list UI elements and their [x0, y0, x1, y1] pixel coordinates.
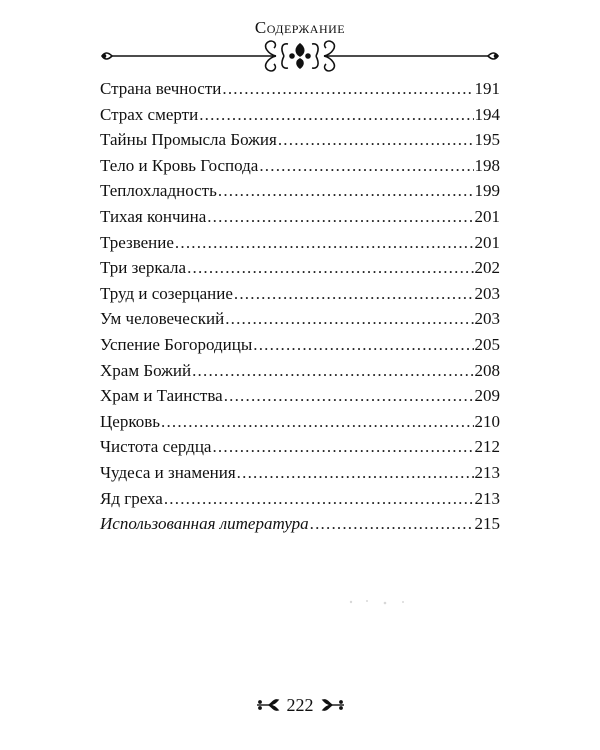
toc-entry	[100, 102, 500, 128]
toc-entry	[100, 76, 500, 102]
dot-leader	[310, 511, 474, 537]
toc-entry-title: Тихая кончина	[100, 206, 207, 226]
toc-entry-page: 202	[474, 258, 500, 278]
toc-entry-page: 213	[474, 488, 500, 508]
toc-entry	[100, 230, 500, 256]
toc-entry	[100, 511, 500, 537]
dot-leader	[212, 434, 473, 460]
floral-flourish-icon	[255, 697, 281, 713]
toc-entry	[100, 306, 500, 332]
toc-entry-title: Страх смерти	[100, 104, 199, 124]
toc-entry-page: 203	[474, 283, 500, 303]
floral-divider-icon	[98, 40, 502, 72]
toc-entry-title: Чудеса и знамения	[100, 462, 236, 482]
dot-leader	[164, 486, 474, 512]
dot-leader	[253, 332, 473, 358]
toc-entry-page: 201	[474, 206, 500, 226]
dot-leader	[222, 76, 473, 102]
toc-entry-page: 213	[474, 462, 500, 482]
dot-leader	[192, 358, 473, 384]
toc-entry-title: Церковь	[100, 411, 160, 431]
dot-leader	[259, 153, 473, 179]
toc-entry-page: 199	[474, 181, 500, 201]
toc-entry-page: 215	[474, 514, 500, 534]
dot-leader	[278, 127, 474, 153]
toc-entry-title: Тайны Промысла Божия	[100, 130, 277, 150]
table-of-contents	[100, 76, 500, 537]
toc-entry-title: Страна вечности	[100, 79, 222, 98]
dot-leader	[207, 204, 473, 230]
toc-entry-title: Использованная литература	[100, 514, 309, 534]
page-header-title: Содержание	[254, 18, 346, 37]
toc-entry-page: 195	[474, 130, 500, 150]
page-footer	[0, 690, 600, 720]
toc-entry	[100, 153, 500, 179]
dot-leader	[187, 255, 473, 281]
toc-entry-page: 201	[474, 232, 500, 252]
dot-leader	[218, 178, 474, 204]
toc-entry-page: 203	[474, 309, 500, 329]
toc-entry-title: Теплохладность	[100, 181, 217, 201]
toc-entry	[100, 281, 500, 307]
dot-leader	[175, 230, 474, 256]
toc-entry	[100, 383, 500, 409]
toc-entry-page: 205	[474, 334, 500, 354]
dot-leader	[225, 306, 473, 332]
toc-entry	[100, 486, 500, 512]
toc-entry-title: Яд греха	[100, 488, 163, 508]
toc-entry	[100, 434, 500, 460]
toc-entry-page: 208	[474, 360, 500, 380]
toc-entry	[100, 409, 500, 435]
toc-entry	[100, 204, 500, 230]
dot-leader	[237, 460, 474, 486]
toc-entry-title: Чистота сердца	[100, 437, 212, 457]
toc-entry-page: 191	[474, 79, 500, 98]
toc-entry-title: Храм и Таинства	[100, 386, 223, 406]
print-speck-mark	[345, 596, 415, 608]
toc-entry	[100, 358, 500, 384]
dot-leader	[234, 281, 474, 307]
toc-entry-title: Успение Богородицы	[100, 334, 253, 354]
floral-flourish-icon	[320, 697, 346, 713]
dot-leader	[161, 409, 474, 435]
toc-entry	[100, 127, 500, 153]
toc-entry-title: Тело и Кровь Господа	[100, 155, 259, 175]
toc-entry-title: Храм Божий	[100, 360, 192, 380]
toc-entry-page: 212	[474, 437, 500, 457]
page-number: 222	[286, 694, 314, 715]
toc-entry	[100, 332, 500, 358]
toc-entry-title: Три зеркала	[100, 258, 187, 278]
toc-entry-title: Ум человеческий	[100, 309, 225, 329]
toc-entry-title: Труд и созерцание	[100, 283, 233, 303]
dot-leader	[224, 383, 474, 409]
toc-entry	[100, 178, 500, 204]
toc-entry-page: 194	[474, 104, 500, 124]
toc-entry-title: Трезвение	[100, 232, 174, 252]
toc-entry-page: 209	[474, 386, 500, 406]
toc-entry-page: 210	[474, 411, 500, 431]
dot-leader	[199, 102, 473, 128]
toc-entry	[100, 255, 500, 281]
toc-entry	[100, 460, 500, 486]
toc-entry-page: 198	[474, 155, 500, 175]
